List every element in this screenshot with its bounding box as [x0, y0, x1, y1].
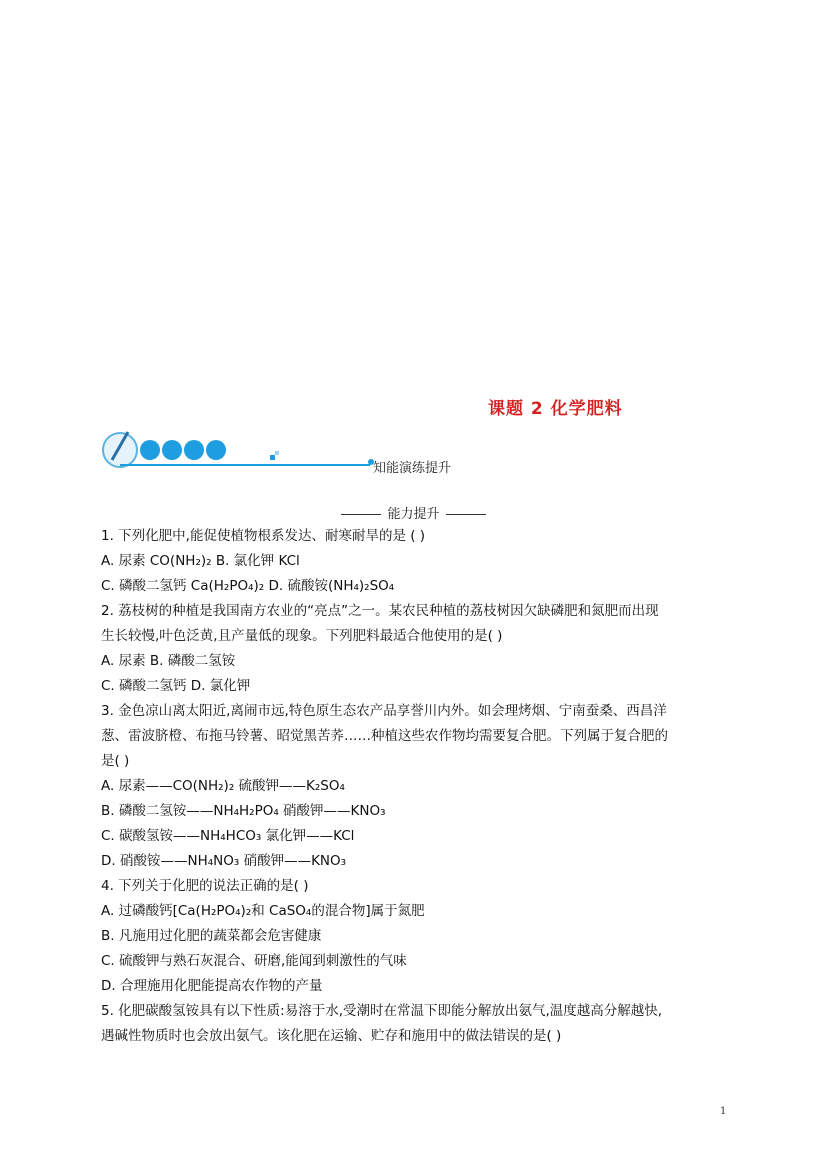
content-line: 5. 化肥碳酸氢铵具有以下性质:易溶于水,受潮时在常温下即能分解放出氨气,温度越高分解越快,: [101, 1003, 663, 1019]
section-line-right: [446, 514, 486, 515]
content-line: 是( ): [101, 753, 130, 769]
content-line: 遇碱性物质时也会放出氨气。该化肥在运输、贮存和施用中的做法错误的是( ): [101, 1028, 562, 1044]
content-line: D. 硝酸铵——NH₄NO₃ 硝酸钾——KNO₃: [101, 853, 347, 869]
content-line: C. 碳酸氢铵——NH₄HCO₃ 氯化钾——KCl: [101, 828, 355, 844]
content-line: 1. 下列化肥中,能促使植物根系发达、耐寒耐旱的是 ( ): [101, 528, 426, 544]
content-line: C. 硫酸钾与熟石灰混合、研磨,能闻到刺激性的气味: [101, 953, 407, 969]
content-line: A. 尿素 CO(NH₂)₂ B. 氯化钾 KCl: [101, 553, 300, 569]
content-line: C. 磷酸二氢钙 D. 氯化钾: [101, 678, 251, 694]
content-line: 4. 下列关于化肥的说法正确的是( ): [101, 878, 309, 894]
content-line: D. 合理施用化肥能提高农作物的产量: [101, 978, 323, 994]
section-title: 能力提升: [387, 507, 440, 522]
content-line: 3. 金色凉山离太阳近,离闹市远,特色原生态农产品享誉川内外。如会理烤烟、宁南蚕桑、西昌洋: [101, 703, 667, 719]
content-line: A. 过磷酸钙[Ca(H₂PO₄)₂和 CaSO₄的混合物]属于氮肥: [101, 903, 425, 919]
content-line: A. 尿素——CO(NH₂)₂ 硫酸钾——K₂SO₄: [101, 778, 345, 794]
content-line: 2. 荔枝树的种植是我国南方农业的“亮点”之一。某农民种植的荔枝树因欠缺磷肥和氮肥而出现: [101, 603, 659, 619]
banner-label: 知能演练提升: [373, 461, 452, 476]
section-header: [0, 503, 827, 522]
content-line: 生长较慢,叶色泛黄,且产量低的现象。下列肥料最适合他使用的是( ): [101, 628, 503, 644]
page-number: 1: [720, 1106, 727, 1117]
content-line: 葱、雷波脐橙、布拖马铃薯、昭觉黑苦荞……种植这些农作物均需要复合肥。下列属于复合肥的: [101, 728, 668, 744]
lesson-title: 课题 2 化学肥料: [488, 399, 623, 419]
content-line: B. 凡施用过化肥的蔬菜都会危害健康: [101, 928, 322, 944]
section-line-left: [341, 514, 381, 515]
content-line: A. 尿素 B. 磷酸二氢铵: [101, 653, 236, 669]
question-content: [101, 524, 726, 1049]
content-line: B. 磷酸二氢铵——NH₄H₂PO₄ 硝酸钾——KNO₃: [101, 803, 386, 819]
content-line: C. 磷酸二氢钙 Ca(H₂PO₄)₂ D. 硫酸铵(NH₄)₂SO₄: [101, 578, 395, 594]
